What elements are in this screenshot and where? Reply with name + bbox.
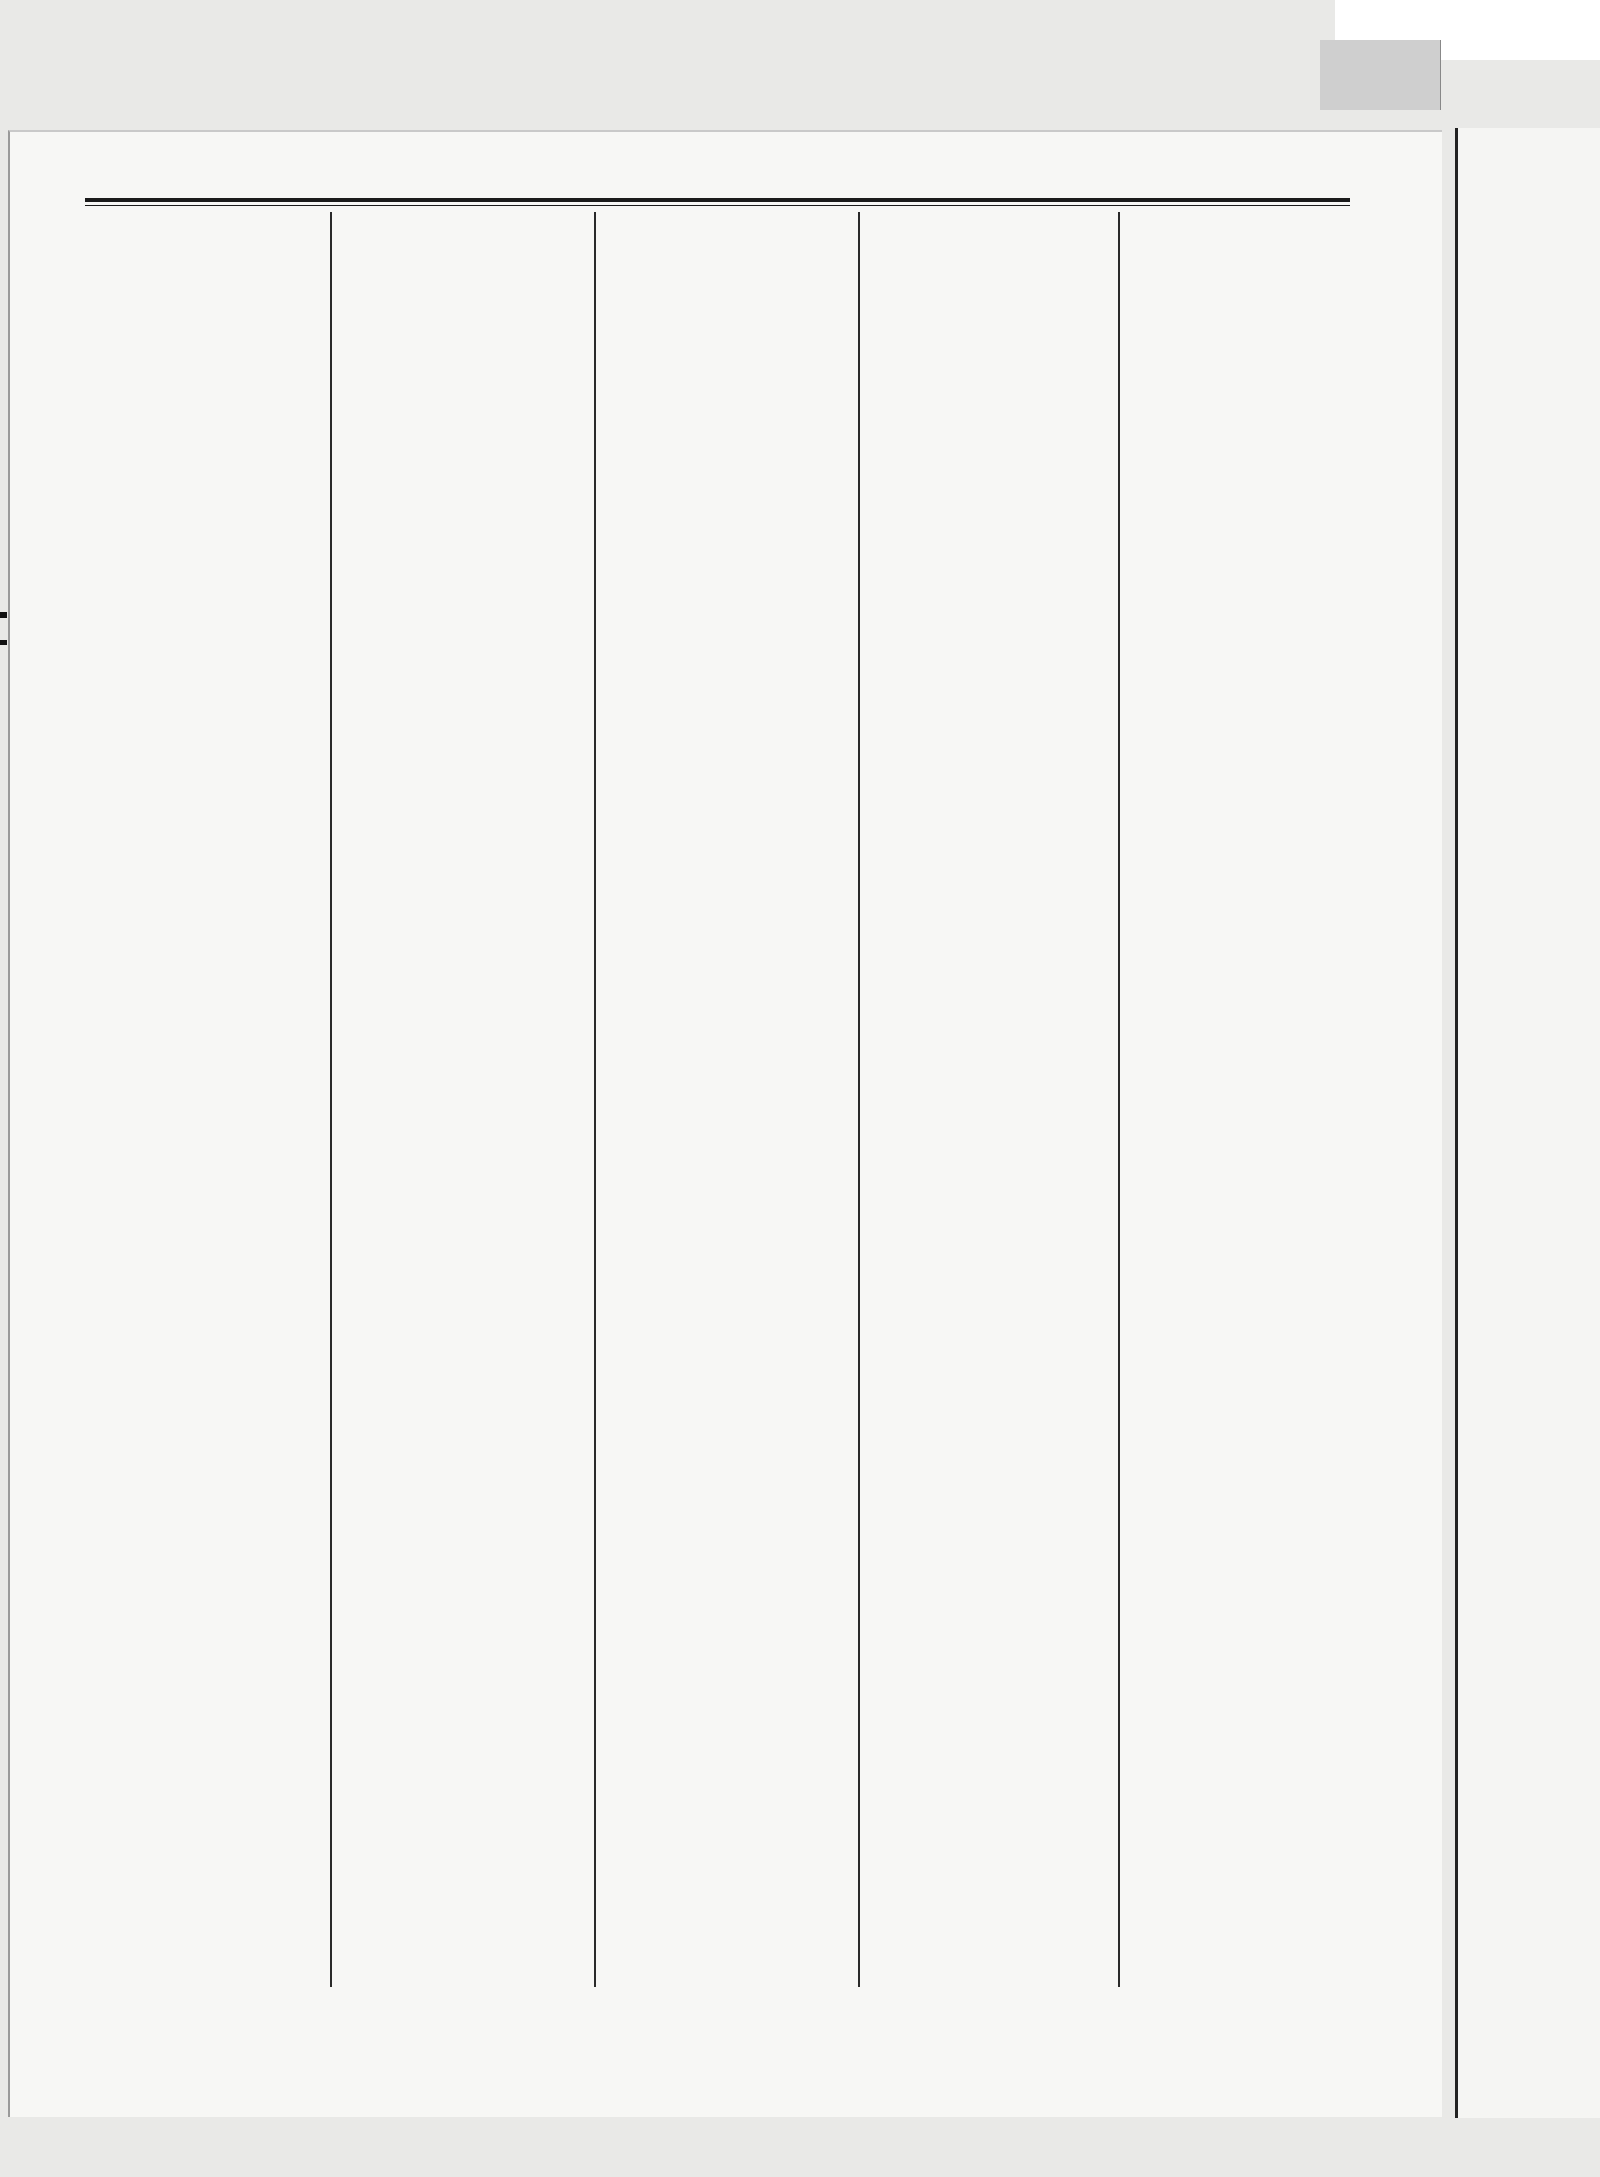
header-rule-thin (85, 205, 1350, 206)
scan-corner-shadow (1320, 40, 1441, 110)
directory-column-2 (340, 212, 590, 1987)
margin-mark (0, 612, 7, 618)
adjacent-page-fragment (1455, 128, 1600, 2118)
page-header (100, 165, 1350, 195)
header-rule (85, 198, 1350, 202)
directory-column-5 (1126, 212, 1362, 1987)
column-divider (330, 212, 332, 1987)
directory-column-3 (604, 212, 854, 1987)
column-divider (1118, 212, 1120, 1987)
margin-mark (0, 640, 7, 645)
directory-column-4 (866, 212, 1114, 1987)
column-divider (594, 212, 596, 1987)
directory-column-1 (88, 212, 326, 1987)
column-divider (858, 212, 860, 1987)
